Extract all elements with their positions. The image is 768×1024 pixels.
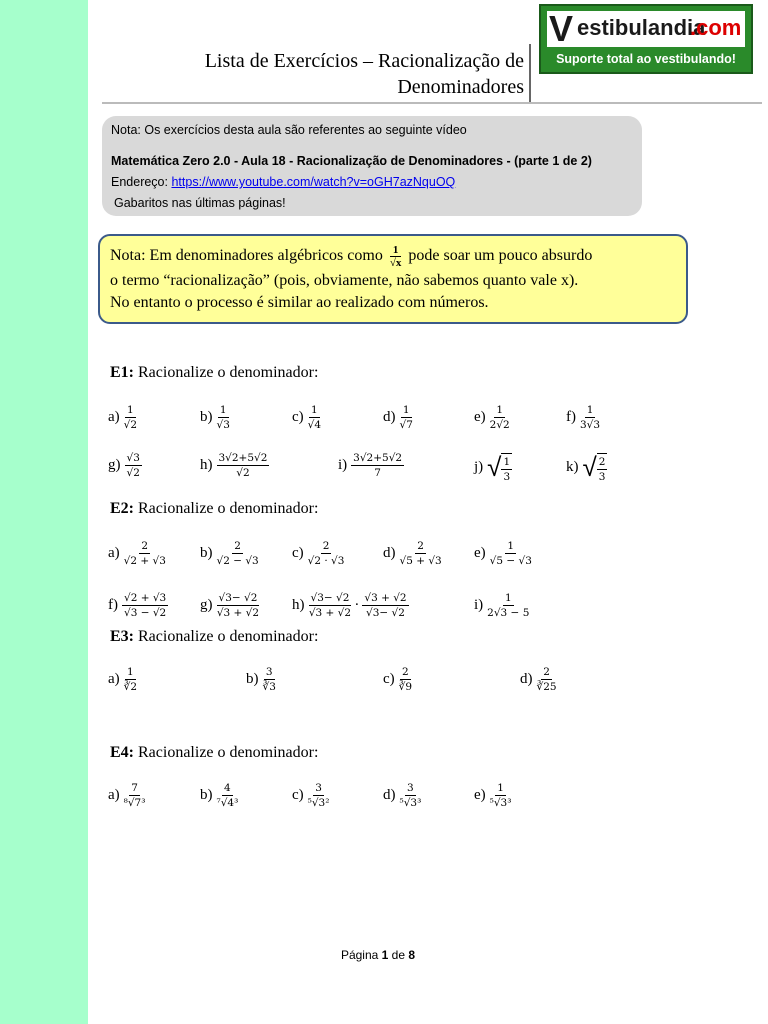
page-title-line1: Lista de Exercícios – Racionalização de xyxy=(204,50,524,72)
denominator: 2√2 xyxy=(489,419,510,431)
e2-label: E2: xyxy=(110,500,134,517)
logo-domain: .com xyxy=(690,15,742,40)
numerator: 3 xyxy=(407,782,414,794)
denominator: √2 · √3 xyxy=(307,555,345,567)
exercise-label: f) xyxy=(566,409,576,425)
exercise-label: c) xyxy=(292,787,304,803)
page-footer xyxy=(88,948,668,962)
e1-exercise xyxy=(108,404,137,431)
e3-heading xyxy=(110,628,318,646)
e3-exercise xyxy=(383,666,412,693)
fraction xyxy=(124,540,166,567)
exercise-label: a) xyxy=(108,787,120,803)
fraction xyxy=(124,666,137,693)
e2-heading xyxy=(110,500,318,518)
numerator: √3 xyxy=(126,452,140,464)
numerator: 2 xyxy=(141,540,149,552)
sqrt-sign: √ xyxy=(487,453,502,483)
denominator: √5 − √3 xyxy=(489,555,532,567)
fraction xyxy=(490,540,532,567)
e4-text: Racionalize o denominador: xyxy=(134,744,319,761)
denominator: ∛3 xyxy=(262,681,276,693)
e2-exercise xyxy=(292,540,344,567)
logo-panel xyxy=(547,8,745,49)
exercise-label: j) xyxy=(474,459,484,475)
exercise-label: d) xyxy=(383,409,396,425)
exercise-label: a) xyxy=(108,671,120,687)
multiply-operator: · xyxy=(354,597,360,613)
fraction xyxy=(308,782,330,809)
denominator: √2 xyxy=(126,467,140,479)
e4-exercise xyxy=(200,782,238,809)
denominator: ∛2 xyxy=(123,681,138,693)
fraction xyxy=(399,666,412,693)
fraction xyxy=(490,404,510,431)
logo-v: V xyxy=(549,8,574,49)
denominator: √2 − √3 xyxy=(216,555,259,567)
example-fraction xyxy=(390,244,402,269)
exercise-label: e) xyxy=(474,545,486,561)
denominator: 3 xyxy=(503,470,511,483)
e1-heading xyxy=(110,364,318,382)
exercise-label: e) xyxy=(474,409,486,425)
numerator: 1 xyxy=(402,404,410,416)
numerator: 1 xyxy=(586,404,594,416)
frac-den: √x xyxy=(389,257,402,269)
e1-exercise xyxy=(566,452,607,483)
footer-page: 1 xyxy=(381,948,389,962)
denominator: ⁷√4³ xyxy=(216,797,239,809)
numerator: 1 xyxy=(504,592,512,604)
exercise-label: d) xyxy=(520,671,533,687)
numerator: 2 xyxy=(322,540,330,552)
numerator: 2 xyxy=(598,455,606,468)
numerator: 3 xyxy=(265,666,273,678)
fraction xyxy=(501,453,512,483)
denominator: √3− √2 xyxy=(366,607,405,619)
fraction xyxy=(122,592,168,619)
algebraic-note-box xyxy=(98,234,688,324)
e1-exercise xyxy=(108,452,142,479)
fraction xyxy=(362,592,408,619)
note-video-title: Matemática Zero 2.0 - Aula 18 - Racionalização de Denominadores - (parte 1 de 2) xyxy=(111,154,592,168)
e3-exercise xyxy=(246,666,276,693)
e4-heading xyxy=(110,744,318,762)
exercise-label: d) xyxy=(383,787,396,803)
note-line1: Nota: Os exercícios desta aula são referentes ao seguinte vídeo xyxy=(111,123,467,137)
numerator: √3 + √2 xyxy=(364,592,407,604)
denominator: 7 xyxy=(374,467,381,479)
numerator: 3√2+5√2 xyxy=(353,452,403,464)
note-address xyxy=(111,175,455,189)
exercise-label: c) xyxy=(292,409,304,425)
denominator: √7 xyxy=(399,419,413,431)
exercise-label: h) xyxy=(292,597,305,613)
denominator: ⁸√7³ xyxy=(123,797,146,809)
footer-prefix: Página xyxy=(340,948,382,962)
fraction xyxy=(125,452,142,479)
fraction xyxy=(263,666,276,693)
e2-exercise xyxy=(200,592,259,619)
denominator: √3 + √2 xyxy=(308,607,352,619)
exercise-label: k) xyxy=(566,459,579,475)
exercise-label: b) xyxy=(200,409,213,425)
numerator: 1 xyxy=(219,404,227,416)
e2-exercise xyxy=(108,540,166,567)
yellow-line1 xyxy=(110,244,592,269)
note-gabaritos: Gabaritos nas últimas páginas! xyxy=(114,196,286,210)
e2-exercise xyxy=(474,592,529,619)
exercise-label: i) xyxy=(474,597,484,613)
fraction xyxy=(400,782,422,809)
exercise-label: g) xyxy=(108,457,121,473)
exercise-label: c) xyxy=(292,545,304,561)
denominator: ∛9 xyxy=(398,681,413,693)
numerator: 2 xyxy=(402,666,409,678)
e1-exercise xyxy=(200,452,269,479)
left-sidebar xyxy=(0,0,88,1024)
e1-exercise xyxy=(474,452,512,483)
footer-mid: de xyxy=(388,948,409,962)
numerator: 2 xyxy=(417,540,424,552)
fraction xyxy=(217,592,260,619)
e2-exercise xyxy=(292,592,409,619)
exercise-label: b) xyxy=(200,787,213,803)
denominator: ⁵√3³ xyxy=(489,797,512,809)
numerator: 2 xyxy=(234,540,241,552)
e2-exercise xyxy=(474,540,532,567)
e2-exercise xyxy=(383,540,442,567)
exercise-label: g) xyxy=(200,597,213,613)
numerator: 1 xyxy=(127,404,134,416)
denominator: √5 + √3 xyxy=(399,555,442,567)
title-divider xyxy=(529,44,531,104)
numerator: 7 xyxy=(131,782,138,794)
vestibulandia-logo xyxy=(539,4,753,74)
denominator: ∛25 xyxy=(536,681,557,693)
address-label: Endereço: xyxy=(111,175,172,189)
e1-exercise xyxy=(338,452,404,479)
exercise-label: a) xyxy=(108,409,120,425)
numerator: 2 xyxy=(543,666,550,678)
e3-label: E3: xyxy=(110,628,134,645)
numerator: √2 + √3 xyxy=(124,592,167,604)
fraction xyxy=(217,452,270,479)
denominator: 3 xyxy=(598,470,606,483)
fraction xyxy=(400,540,442,567)
numerator: √3− √2 xyxy=(218,592,258,604)
fraction xyxy=(308,404,321,431)
e2-exercise xyxy=(200,540,259,567)
exercise-label: e) xyxy=(474,787,486,803)
e1-exercise xyxy=(383,404,413,431)
e4-exercise xyxy=(108,782,145,809)
denominator: √2 + √3 xyxy=(123,555,166,567)
denominator: √3 xyxy=(216,419,230,431)
e4-label: E4: xyxy=(110,744,134,761)
exercise-label: b) xyxy=(246,671,259,687)
fraction xyxy=(124,404,137,431)
numerator: 1 xyxy=(503,455,511,468)
e2-exercise xyxy=(108,592,168,619)
exercise-label: a) xyxy=(108,545,120,561)
e3-exercise xyxy=(108,666,137,693)
fraction xyxy=(490,782,512,809)
denominator: 2√3 − 5 xyxy=(487,607,530,619)
exercise-label: c) xyxy=(383,671,395,687)
e1-exercise xyxy=(292,404,321,431)
fraction xyxy=(537,666,557,693)
e1-exercise xyxy=(474,404,510,431)
denominator: ⁵√3³ xyxy=(399,797,422,809)
fraction xyxy=(217,540,259,567)
document-page xyxy=(88,0,768,1024)
video-link[interactable]: https://www.youtube.com/watch?v=oGH7azNquOQ xyxy=(171,175,456,189)
numerator: 1 xyxy=(507,540,515,552)
numerator: 1 xyxy=(127,666,134,678)
denominator: √3 + √2 xyxy=(216,607,260,619)
video-note-box xyxy=(102,116,642,216)
e1-text: Racionalize o denominador: xyxy=(134,364,319,381)
numerator: 4 xyxy=(224,782,231,794)
e1-exercise xyxy=(200,404,230,431)
e1-exercise xyxy=(566,404,600,431)
yellow-text2: pode soar um pouco absurdo xyxy=(408,247,593,265)
e3-text: Racionalize o denominador: xyxy=(134,628,319,645)
logo-name: estibulandia xyxy=(577,15,706,40)
denominator: √2 xyxy=(123,419,138,431)
numerator: √3− √2 xyxy=(310,592,350,604)
fraction xyxy=(124,782,146,809)
yellow-line2: o termo “racionalização” (pois, obviamente, não sabemos quanto vale x). xyxy=(110,272,579,289)
fraction xyxy=(400,404,413,431)
fraction xyxy=(487,592,529,619)
e4-exercise xyxy=(474,782,511,809)
denominator: √2 xyxy=(236,467,250,479)
footer-total: 8 xyxy=(408,948,416,962)
denominator: √3 − √2 xyxy=(124,607,167,619)
fraction xyxy=(309,592,352,619)
fraction xyxy=(217,782,239,809)
fraction xyxy=(351,452,404,479)
frac-num: 1 xyxy=(390,244,402,257)
denominator: ⁵√3² xyxy=(307,797,330,809)
page-title-line2: Denominadores xyxy=(397,76,524,98)
yellow-line3: No entanto o processo é similar ao realizado com números. xyxy=(110,294,489,311)
exercise-label: f) xyxy=(108,597,118,613)
e1-label: E1: xyxy=(110,364,134,381)
fraction xyxy=(580,404,600,431)
numerator: 1 xyxy=(311,404,318,416)
e4-exercise xyxy=(383,782,421,809)
numerator: 3 xyxy=(315,782,322,794)
fraction xyxy=(597,453,608,483)
exercise-label: i) xyxy=(338,457,348,473)
fraction xyxy=(217,404,230,431)
numerator: 3√2+5√2 xyxy=(218,452,268,464)
denominator: √4 xyxy=(307,419,322,431)
exercise-label: d) xyxy=(383,545,396,561)
header-rule xyxy=(102,102,762,104)
sqrt-sign: √ xyxy=(582,453,597,483)
exercise-label: b) xyxy=(200,545,213,561)
fraction xyxy=(308,540,345,567)
denominator: 3√3 xyxy=(580,419,601,431)
numerator: 1 xyxy=(496,404,504,416)
numerator: 1 xyxy=(497,782,504,794)
exercise-label: h) xyxy=(200,457,213,473)
e2-text: Racionalize o denominador: xyxy=(134,500,319,517)
yellow-text1: Nota: Em denominadores algébricos como xyxy=(110,247,383,265)
e4-exercise xyxy=(292,782,329,809)
e3-exercise xyxy=(520,666,557,693)
logo-tagline: Suporte total ao vestibulando! xyxy=(556,52,736,66)
